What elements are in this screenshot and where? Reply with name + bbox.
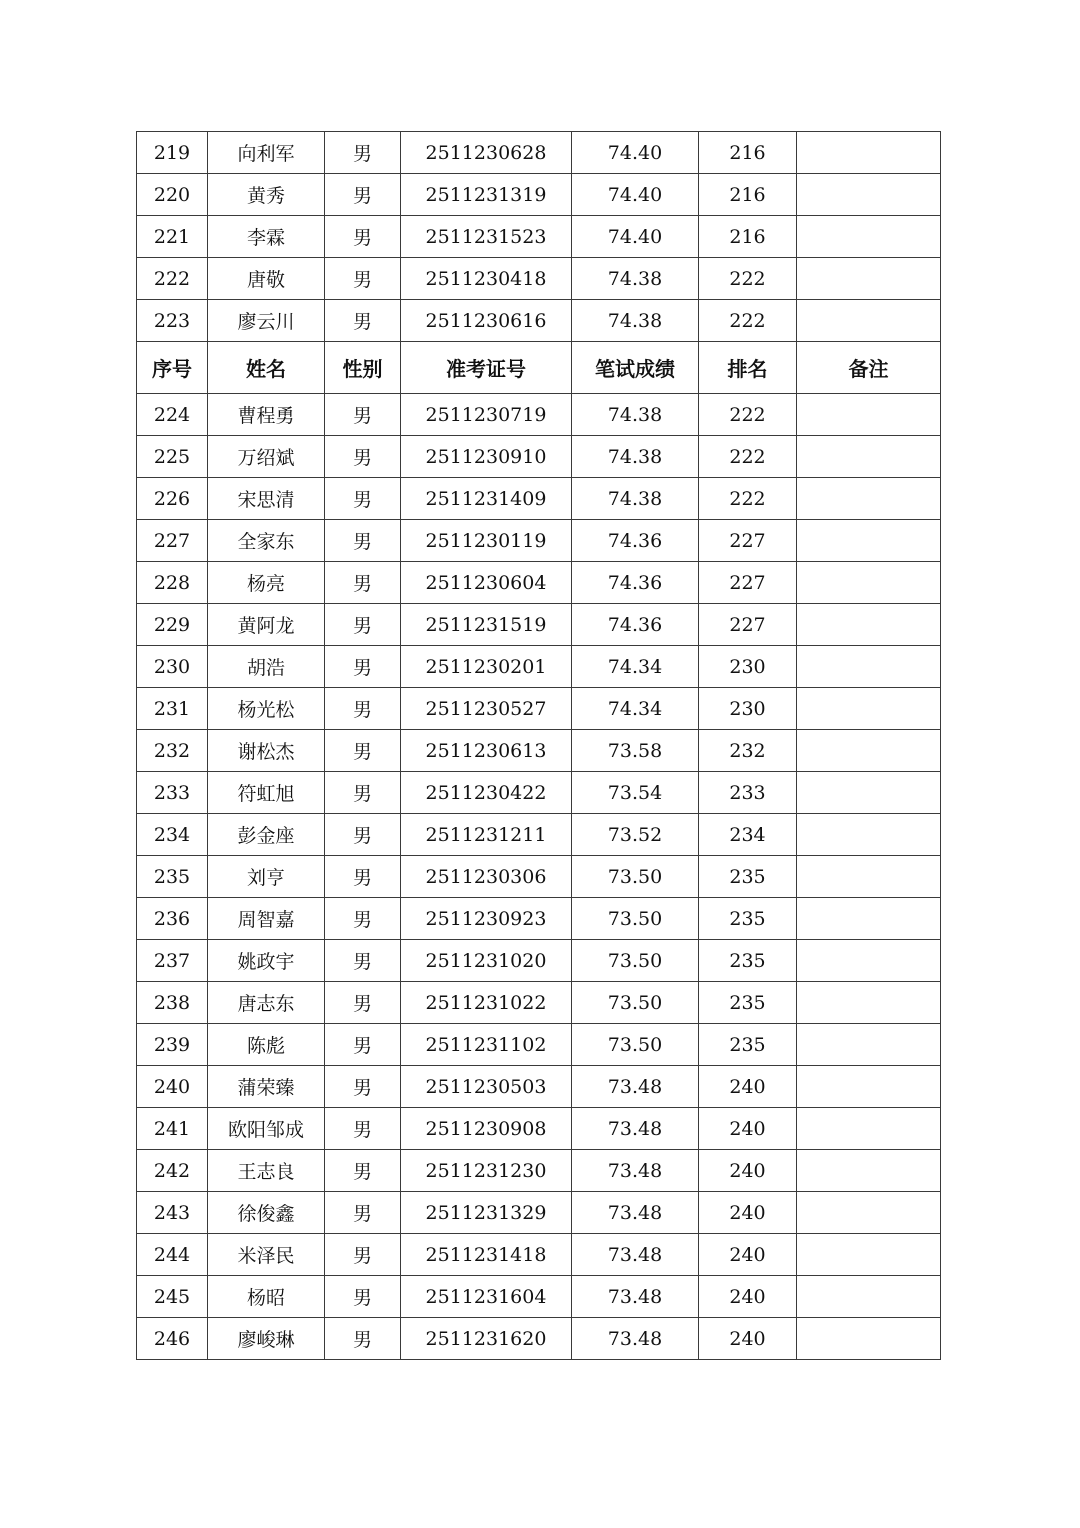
cell-score: 73.48 [572,1150,699,1192]
table-row [137,1318,941,1360]
cell-rank: 240 [699,1318,797,1360]
cell-exam-id: 2511231604 [401,1276,572,1318]
cell-exam-id: 2511230527 [401,688,572,730]
cell-note [797,478,941,520]
cell-rank: 216 [699,216,797,258]
cell-no: 225 [137,436,208,478]
cell-name: 刘亨 [208,856,325,898]
cell-gender: 男 [325,1234,401,1276]
cell-note [797,646,941,688]
cell-no: 219 [137,132,208,174]
header-name: 姓名 [208,342,325,394]
cell-no: 235 [137,856,208,898]
cell-note [797,1276,941,1318]
cell-gender: 男 [325,1108,401,1150]
table-row [137,814,941,856]
cell-gender: 男 [325,258,401,300]
cell-name: 唐志东 [208,982,325,1024]
table-row [137,982,941,1024]
header-no: 序号 [137,342,208,394]
cell-rank: 230 [699,646,797,688]
cell-name: 符虹旭 [208,772,325,814]
cell-no: 246 [137,1318,208,1360]
table-row [137,1276,941,1318]
cell-note [797,856,941,898]
cell-note [797,982,941,1024]
table-header-row [137,342,941,394]
table-row [137,1192,941,1234]
cell-note [797,730,941,772]
score-table [136,131,941,1360]
table-row [137,1234,941,1276]
cell-rank: 227 [699,604,797,646]
cell-gender: 男 [325,1318,401,1360]
table-row [137,436,941,478]
cell-gender: 男 [325,520,401,562]
cell-gender: 男 [325,604,401,646]
cell-note [797,132,941,174]
cell-score: 73.48 [572,1108,699,1150]
cell-name: 唐敬 [208,258,325,300]
cell-score: 73.54 [572,772,699,814]
cell-note [797,300,941,342]
cell-note [797,1150,941,1192]
cell-note [797,1024,941,1066]
cell-gender: 男 [325,730,401,772]
cell-name: 向利军 [208,132,325,174]
cell-note [797,940,941,982]
cell-name: 胡浩 [208,646,325,688]
cell-rank: 222 [699,300,797,342]
cell-score: 74.36 [572,520,699,562]
cell-no: 244 [137,1234,208,1276]
cell-exam-id: 2511231329 [401,1192,572,1234]
cell-exam-id: 2511230201 [401,646,572,688]
cell-score: 73.48 [572,1066,699,1108]
cell-score: 74.38 [572,300,699,342]
cell-gender: 男 [325,814,401,856]
table-row [137,772,941,814]
cell-no: 222 [137,258,208,300]
header-score: 笔试成绩 [572,342,699,394]
cell-exam-id: 2511230908 [401,1108,572,1150]
cell-rank: 222 [699,258,797,300]
cell-name: 廖云川 [208,300,325,342]
cell-gender: 男 [325,772,401,814]
cell-gender: 男 [325,646,401,688]
cell-name: 彭金座 [208,814,325,856]
cell-exam-id: 2511230910 [401,436,572,478]
cell-gender: 男 [325,1192,401,1234]
cell-name: 宋思清 [208,478,325,520]
cell-gender: 男 [325,216,401,258]
table-row [137,856,941,898]
table-row [137,258,941,300]
cell-note [797,688,941,730]
cell-score: 74.38 [572,436,699,478]
table-row [137,646,941,688]
cell-no: 234 [137,814,208,856]
cell-gender: 男 [325,856,401,898]
cell-rank: 235 [699,1024,797,1066]
cell-rank: 230 [699,688,797,730]
cell-note [797,1318,941,1360]
table-row [137,478,941,520]
table-row [137,688,941,730]
cell-score: 74.40 [572,132,699,174]
cell-name: 黄阿龙 [208,604,325,646]
cell-name: 万绍斌 [208,436,325,478]
cell-exam-id: 2511231211 [401,814,572,856]
cell-gender: 男 [325,174,401,216]
cell-name: 全家东 [208,520,325,562]
cell-score: 73.50 [572,898,699,940]
cell-rank: 216 [699,132,797,174]
table-row [137,520,941,562]
cell-note [797,814,941,856]
cell-score: 73.52 [572,814,699,856]
cell-rank: 222 [699,394,797,436]
cell-exam-id: 2511231523 [401,216,572,258]
table-row [137,216,941,258]
cell-no: 224 [137,394,208,436]
cell-name: 周智嘉 [208,898,325,940]
cell-exam-id: 2511231418 [401,1234,572,1276]
cell-gender: 男 [325,132,401,174]
cell-exam-id: 2511231620 [401,1318,572,1360]
rows-before-header [137,132,941,342]
table-row [137,174,941,216]
table-row [137,300,941,342]
cell-score: 73.50 [572,982,699,1024]
cell-rank: 216 [699,174,797,216]
cell-note [797,174,941,216]
cell-no: 243 [137,1192,208,1234]
cell-score: 73.50 [572,940,699,982]
cell-score: 73.58 [572,730,699,772]
table-row [137,394,941,436]
cell-rank: 240 [699,1066,797,1108]
header-exam-id: 准考证号 [401,342,572,394]
cell-score: 74.40 [572,174,699,216]
cell-gender: 男 [325,436,401,478]
cell-rank: 240 [699,1108,797,1150]
cell-score: 73.48 [572,1192,699,1234]
cell-no: 241 [137,1108,208,1150]
cell-name: 姚政宇 [208,940,325,982]
cell-no: 238 [137,982,208,1024]
cell-exam-id: 2511231319 [401,174,572,216]
cell-name: 杨亮 [208,562,325,604]
cell-exam-id: 2511230604 [401,562,572,604]
cell-name: 欧阳邹成 [208,1108,325,1150]
cell-rank: 240 [699,1150,797,1192]
cell-exam-id: 2511231519 [401,604,572,646]
cell-score: 74.40 [572,216,699,258]
cell-no: 227 [137,520,208,562]
cell-rank: 240 [699,1234,797,1276]
cell-exam-id: 2511230503 [401,1066,572,1108]
cell-gender: 男 [325,300,401,342]
cell-note [797,898,941,940]
cell-no: 239 [137,1024,208,1066]
cell-name: 杨昭 [208,1276,325,1318]
cell-exam-id: 2511230306 [401,856,572,898]
cell-score: 74.36 [572,562,699,604]
cell-rank: 222 [699,436,797,478]
table-row [137,898,941,940]
cell-rank: 235 [699,856,797,898]
cell-rank: 240 [699,1276,797,1318]
cell-note [797,562,941,604]
cell-score: 74.38 [572,258,699,300]
cell-no: 229 [137,604,208,646]
cell-note [797,436,941,478]
cell-no: 240 [137,1066,208,1108]
cell-note [797,216,941,258]
cell-exam-id: 2511230628 [401,132,572,174]
cell-score: 73.50 [572,1024,699,1066]
header-note: 备注 [797,342,941,394]
cell-name: 米泽民 [208,1234,325,1276]
cell-rank: 233 [699,772,797,814]
cell-name: 陈彪 [208,1024,325,1066]
cell-score: 73.48 [572,1276,699,1318]
cell-exam-id: 2511231102 [401,1024,572,1066]
cell-rank: 227 [699,520,797,562]
cell-no: 236 [137,898,208,940]
table-row [137,562,941,604]
cell-gender: 男 [325,1024,401,1066]
cell-note [797,520,941,562]
cell-exam-id: 2511230613 [401,730,572,772]
cell-note [797,258,941,300]
cell-rank: 232 [699,730,797,772]
cell-no: 226 [137,478,208,520]
cell-name: 杨光松 [208,688,325,730]
rows-after-header [137,394,941,1360]
cell-exam-id: 2511230418 [401,258,572,300]
cell-exam-id: 2511231020 [401,940,572,982]
cell-exam-id: 2511230119 [401,520,572,562]
table-header-group [137,342,941,394]
cell-no: 233 [137,772,208,814]
cell-gender: 男 [325,562,401,604]
cell-score: 73.50 [572,856,699,898]
cell-name: 蒲荣臻 [208,1066,325,1108]
cell-score: 74.36 [572,604,699,646]
cell-rank: 235 [699,898,797,940]
cell-exam-id: 2511230422 [401,772,572,814]
cell-exam-id: 2511231022 [401,982,572,1024]
cell-exam-id: 2511230923 [401,898,572,940]
cell-score: 73.48 [572,1234,699,1276]
table-row [137,1108,941,1150]
header-gender: 性别 [325,342,401,394]
table-row [137,132,941,174]
cell-exam-id: 2511231230 [401,1150,572,1192]
cell-rank: 235 [699,982,797,1024]
cell-name: 黄秀 [208,174,325,216]
cell-no: 242 [137,1150,208,1192]
table-row [137,1024,941,1066]
cell-name: 徐俊鑫 [208,1192,325,1234]
cell-score: 74.34 [572,688,699,730]
cell-no: 231 [137,688,208,730]
cell-gender: 男 [325,898,401,940]
cell-name: 李霖 [208,216,325,258]
cell-rank: 227 [699,562,797,604]
cell-rank: 234 [699,814,797,856]
table-row [137,1066,941,1108]
cell-note [797,1192,941,1234]
cell-gender: 男 [325,478,401,520]
table-row [137,730,941,772]
cell-note [797,604,941,646]
table-row [137,1150,941,1192]
cell-rank: 240 [699,1192,797,1234]
cell-gender: 男 [325,688,401,730]
cell-name: 曹程勇 [208,394,325,436]
cell-note [797,394,941,436]
cell-rank: 235 [699,940,797,982]
cell-name: 王志良 [208,1150,325,1192]
cell-gender: 男 [325,940,401,982]
cell-no: 245 [137,1276,208,1318]
header-rank: 排名 [699,342,797,394]
cell-exam-id: 2511230719 [401,394,572,436]
cell-gender: 男 [325,1066,401,1108]
cell-note [797,1066,941,1108]
cell-no: 223 [137,300,208,342]
cell-exam-id: 2511230616 [401,300,572,342]
cell-gender: 男 [325,1276,401,1318]
cell-name: 廖峻琳 [208,1318,325,1360]
cell-exam-id: 2511231409 [401,478,572,520]
cell-note [797,1108,941,1150]
cell-gender: 男 [325,1150,401,1192]
cell-note [797,772,941,814]
table-row [137,604,941,646]
cell-no: 230 [137,646,208,688]
cell-gender: 男 [325,982,401,1024]
cell-no: 237 [137,940,208,982]
cell-no: 228 [137,562,208,604]
cell-score: 74.38 [572,478,699,520]
cell-score: 73.48 [572,1318,699,1360]
cell-score: 74.34 [572,646,699,688]
cell-no: 220 [137,174,208,216]
cell-name: 谢松杰 [208,730,325,772]
cell-no: 232 [137,730,208,772]
cell-no: 221 [137,216,208,258]
table-row [137,940,941,982]
cell-rank: 222 [699,478,797,520]
cell-score: 74.38 [572,394,699,436]
cell-gender: 男 [325,394,401,436]
cell-note [797,1234,941,1276]
